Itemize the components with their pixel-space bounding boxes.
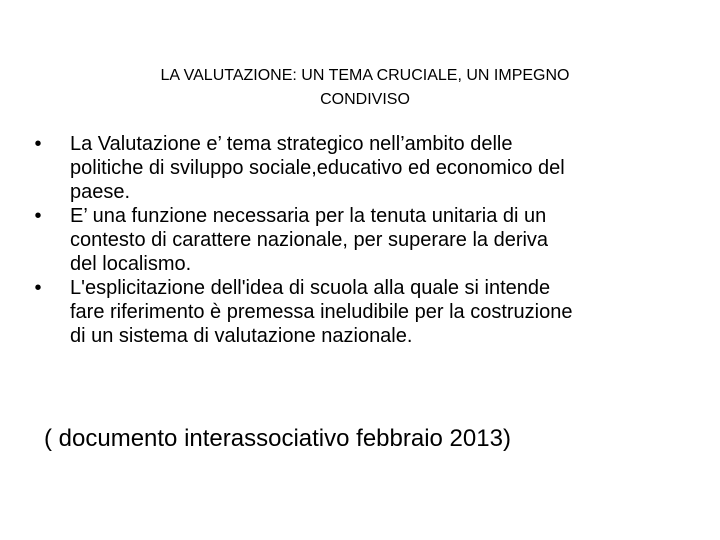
bullet-text: E’ una funzione necessaria per la tenuta unitaria di un contesto di carattere nazionale, per superare la deriva del localismo. — [70, 205, 549, 275]
slide-title-line-2: CONDIVISO — [320, 91, 410, 108]
bullet-icon: • — [34, 133, 42, 155]
bullet-item-valutazione — [28, 132, 708, 204]
slide-title — [60, 64, 670, 112]
bullet-icon: • — [34, 205, 42, 227]
bullet-item-esplicitazione — [28, 276, 708, 348]
bullet-text: L'esplicitazione dell'idea di scuola alla quale si intende fare riferimento è premessa ineludibile per la costruzione di un sistema di valutazione nazionale. — [70, 277, 573, 347]
bullet-text: La Valutazione e’ tema strategico nell’ambito delle politiche di sviluppo sociale,educativo ed economico del paese. — [70, 133, 565, 203]
bullet-list — [28, 132, 708, 348]
source-note: ( documento interassociativo febbraio 2013) — [44, 425, 511, 452]
bullet-item-funzione — [28, 204, 708, 276]
bullet-icon: • — [34, 277, 42, 299]
slide-title-line-1: LA VALUTAZIONE: UN TEMA CRUCIALE, UN IMPEGNO — [160, 67, 570, 84]
